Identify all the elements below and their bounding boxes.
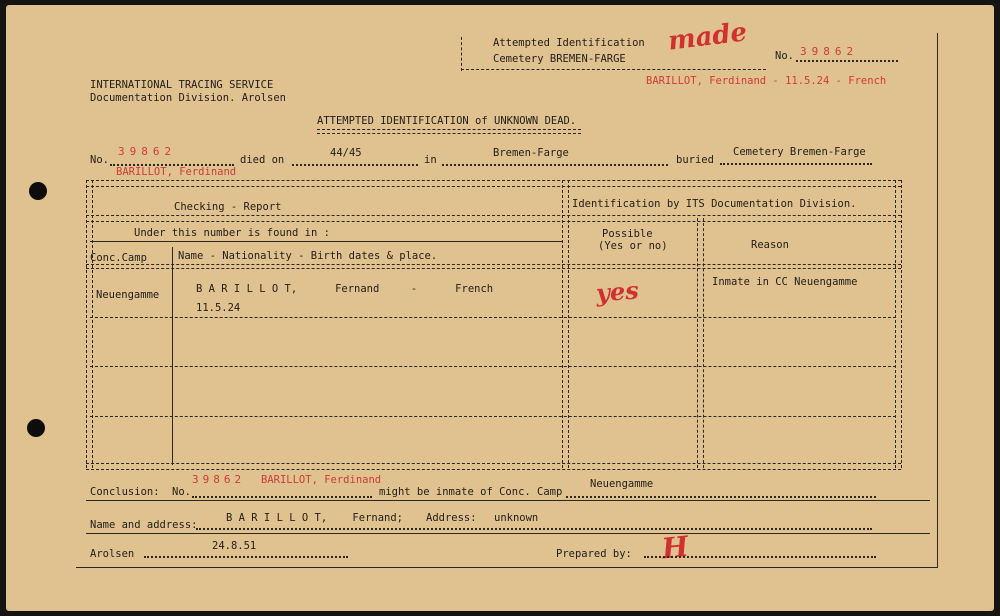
conclusion-no-dotted-line	[192, 496, 372, 498]
header-box-right-border	[937, 33, 938, 568]
header-box-bottom-border	[461, 69, 766, 70]
table-colhead-divider	[86, 264, 901, 269]
conclusion-camp-value: Neuengamme	[590, 478, 654, 490]
conclusion-camp-dotted-line	[566, 496, 876, 498]
prepared-by-signature: H	[660, 529, 691, 566]
table-top-border	[86, 180, 901, 187]
col-header-camp: Conc.Camp	[90, 252, 147, 264]
table-bottom-border	[86, 463, 901, 470]
record-card	[6, 5, 994, 611]
table-header-divider	[86, 215, 901, 222]
name-address-label: Name and address:	[90, 519, 198, 531]
conclusion-no-value: 39862	[192, 473, 246, 486]
under-number-label: Under this number is found in :	[134, 227, 330, 239]
header-attempted-identification: Attempted Identification	[493, 37, 645, 49]
record-died-value: 44/45	[330, 147, 362, 159]
address-value: unknown	[494, 512, 539, 524]
org-line2: Documentation Division. Arolsen	[90, 92, 286, 104]
handwritten-made: made	[666, 17, 749, 57]
prepared-by-label: Prepared by:	[556, 548, 632, 560]
punch-hole-top	[29, 182, 47, 200]
record-in-label: in	[424, 154, 437, 166]
table-section-divider	[562, 180, 569, 468]
prepared-by-dotted-line	[644, 556, 876, 558]
record-buried-dotted-line	[720, 163, 872, 165]
its-identification-header: Identification by ITS Documentation Division.	[572, 198, 857, 210]
row1-reason: Inmate in CC Neuengamme	[712, 276, 858, 288]
record-name-value: BARILLOT, Ferdinand	[116, 166, 237, 178]
header-no-value: 39862	[800, 45, 859, 58]
col-header-possible-2: (Yes or no)	[598, 240, 668, 252]
footer-rule	[76, 567, 938, 568]
punch-hole-bottom	[27, 419, 45, 437]
table-camp-divider	[172, 247, 173, 465]
row1-possible-yes: yes	[595, 275, 640, 308]
table-right-border	[895, 180, 902, 468]
record-no-value: 39862	[118, 145, 177, 158]
footer-date: 24.8.51	[212, 540, 257, 552]
table-left-border	[86, 180, 93, 468]
col-header-reason: Reason	[751, 239, 789, 251]
table-row-divider-2	[90, 366, 896, 367]
name-address-name: B A R I L L O T, Fernand;	[226, 512, 404, 524]
col-header-name: Name - Nationality - Birth dates & place.	[178, 250, 438, 262]
name-address-dotted-line	[196, 528, 872, 530]
header-cemetery: Cemetery BREMEN-FARGE	[493, 53, 626, 65]
record-died-dotted-line	[292, 164, 418, 166]
title-underline	[317, 129, 581, 134]
table-possible-divider	[697, 218, 704, 468]
name-address-rule	[86, 533, 930, 534]
record-buried-label: buried	[676, 154, 714, 166]
footer-place: Arolsen	[90, 548, 135, 560]
row1-name-line1: B A R I L L O T, Fernand - French	[196, 283, 494, 295]
header-box-left-border	[461, 37, 462, 71]
conclusion-no-label: No.	[172, 486, 191, 498]
table-row-divider-1	[90, 317, 896, 318]
record-died-label: died on	[240, 154, 285, 166]
header-no-label: No.	[775, 50, 794, 62]
record-in-value: Bremen-Farge	[493, 147, 569, 159]
org-line1: INTERNATIONAL TRACING SERVICE	[90, 79, 274, 91]
record-in-dotted-line	[442, 164, 668, 166]
conclusion-text: might be inmate of Conc. Camp	[379, 486, 563, 498]
footer-date-dotted-line	[144, 556, 348, 558]
conclusion-label: Conclusion:	[90, 486, 160, 498]
record-buried-value: Cemetery Bremen-Farge	[733, 146, 866, 158]
row1-camp: Neuengamme	[96, 289, 160, 301]
conclusion-rule	[86, 500, 930, 501]
address-label: Address:	[426, 512, 477, 524]
col-header-possible-1: Possible	[602, 228, 653, 240]
conclusion-name-value: BARILLOT, Ferdinand	[261, 474, 382, 486]
document-title: ATTEMPTED IDENTIFICATION of UNKNOWN DEAD.	[317, 115, 577, 127]
stamp-name-line: BARILLOT, Ferdinand - 11.5.24 - French	[646, 75, 887, 87]
table-under-line	[90, 241, 562, 242]
checking-report-header: Checking - Report	[174, 201, 282, 213]
header-no-dotted-line	[796, 60, 898, 62]
table-row-divider-3	[90, 416, 896, 417]
row1-name-line2: 11.5.24	[196, 302, 241, 314]
record-no-label: No.	[90, 154, 109, 166]
